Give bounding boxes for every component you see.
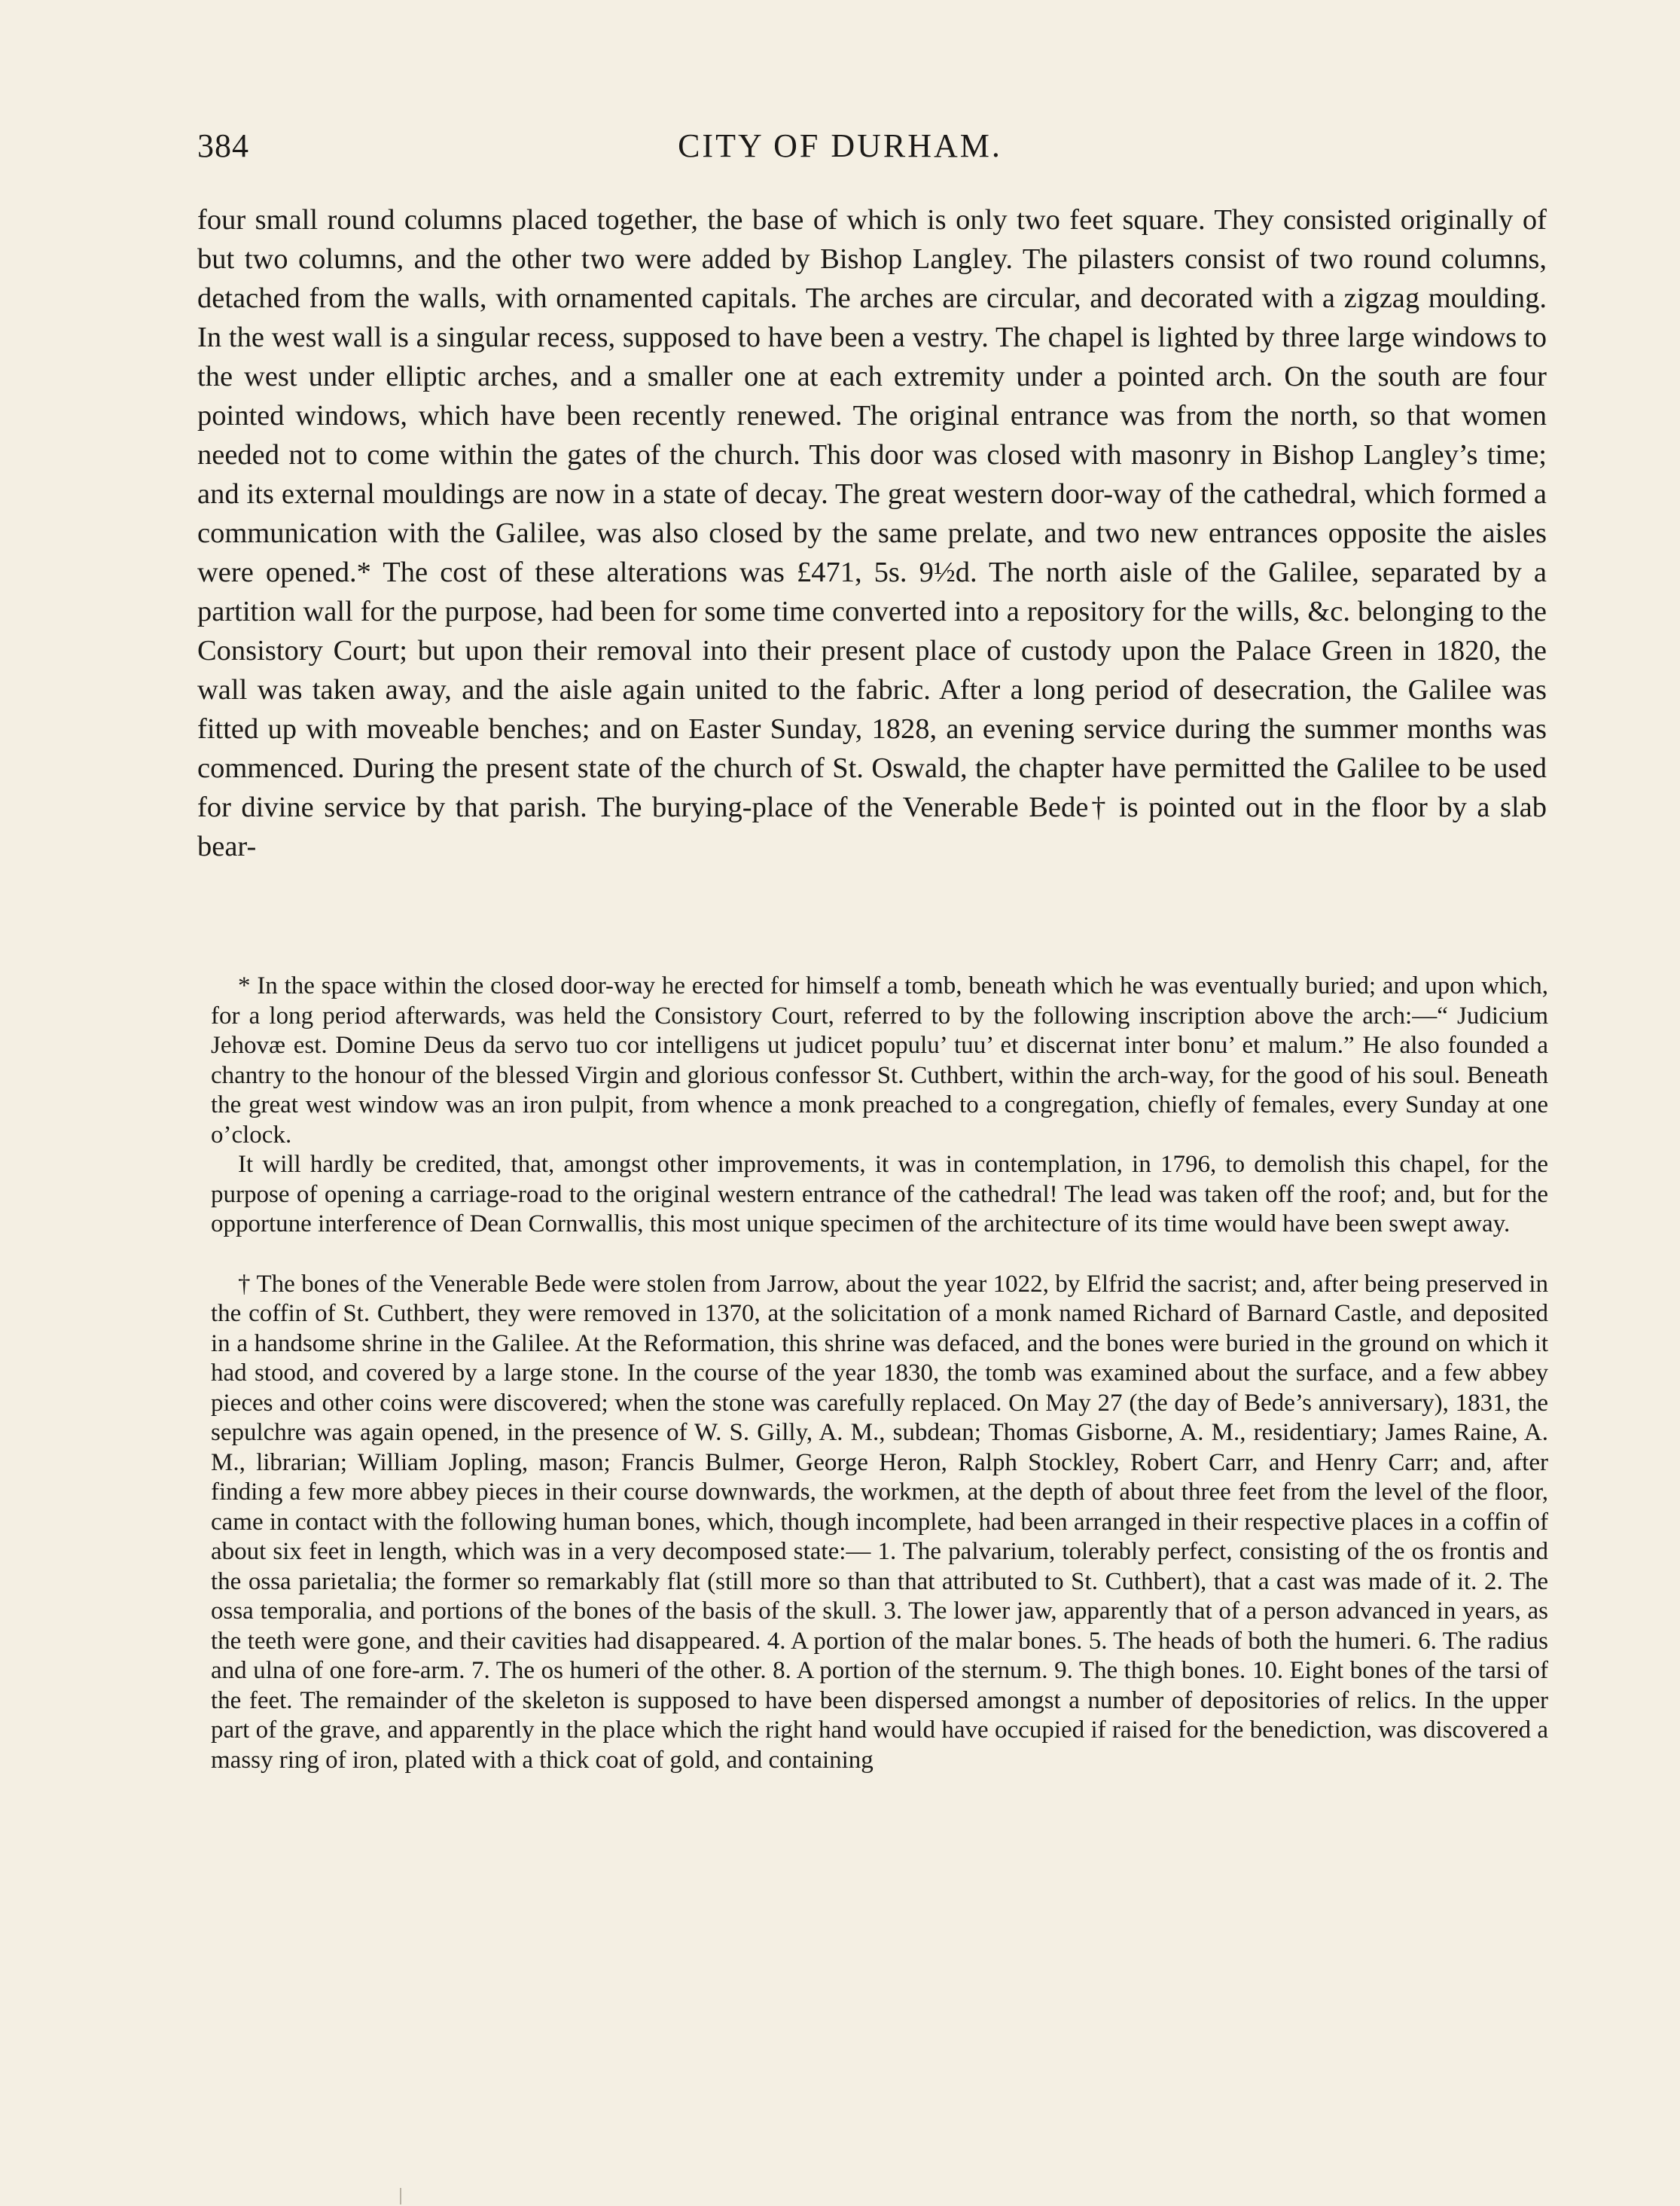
page-number: 384 xyxy=(197,127,249,164)
footnote-1-paragraph-1: * In the space within the closed door-way he erected for himself a tomb, beneath which he was eventually buried; and upon which, for a long period afterwards, was held the Consistory Court, referred to by the following inscription above the arch:—“ Judicium Jehovæ est. Domine Deus da servo tuo cor intelligens ut judicet populu’ tuu’ et discernat inter bonu’ et malum.” He also founded a chantry to the honour of the blessed Virgin and glorious confessor St. Cuthbert, within the arch-way, for the good of his soul. Beneath the great west window was an iron pulpit, from whence a monk preached to a congregation, chiefly of females, every Sunday at one o’clock. xyxy=(211,972,1548,1149)
footnote-1-paragraph-2: It will hardly be credited, that, amongst other improvements, it was in contemplation, in 1796, to demolish this chapel, for the purpose of opening a carriage-road to the original western entrance of the cathedral! The lead was taken off the roof; and, but for the opportune interference of Dean Cornwallis, this most unique specimen of the architecture of its time would have been swept away. xyxy=(211,1151,1548,1237)
footnote-2: † The bones of the Venerable Bede were stolen from Jarrow, about the year 1022, by Elfrid the sacrist; and, after being preserved in the coffin of St. Cuthbert, they were removed in 1370, at the solicitation of a monk named Richard of Barnard Castle, and deposited in a handsome shrine in the Galilee. At the Reformation, this shrine was defaced, and the bones were buried in the ground on which it had stood, and covered by a large stone. In the course of the year 1830, the tomb was examined about the surface, and a few abbey pieces and other coins were discovered; when the stone was carefully replaced. On May 27 (the day of Bede’s anniversary), 1831, the sepulchre was again opened, in the presence of W. S. Gilly, A. M., subdean; Thomas Gisborne, A. M., residentiary; James Raine, A. M., librarian; William Jopling, mason; Francis Bulmer, George Heron, Ralph Stockley, Robert Carr, and Henry Carr; and, after finding a few more abbey pieces in their course downwards, the workmen, at the depth of about three feet from the level of the floor, came in contact with the following human bones, which, though incomplete, had been arranged in their respective places in a coffin of about six feet in length, which was in a very decomposed state:— 1. The palvarium, tolerably perfect, consisting of the os frontis and the ossa parietalia; the former so remarkably flat (still more so than that attributed to St. Cuthbert), that a cast was made of it. 2. The ossa temporalia, and portions of the bones of the basis of the skull. 3. The lower jaw, apparently that of a person advanced in years, as the teeth were gone, and their cavities had disappeared. 4. A portion of the malar bones. 5. The heads of both the humeri. 6. The radius and ulna of one fore-arm. 7. The os humeri of the other. 8. A portion of the sternum. 9. The thigh bones. 10. Eight bones of the tarsi of the feet. The remainder of the skeleton is supposed to have been dispersed amongst a number of depositories of relics. In the upper part of the grave, and apparently in the place which the right hand would have occupied if raised for the benediction, was discovered a massy ring of iron, plated with a thick coat of gold, and containing xyxy=(211,1270,1548,1774)
footnotes xyxy=(211,972,1548,1775)
body-text: four small round columns placed together, the base of which is only two feet square. They consisted originally of but two columns, and the other two were added by Bishop Langley. The pilasters consist of two round columns, detached from the walls, with ornamented capitals. The arches are circular, and decorated with a zigzag moulding. In the west wall is a singular recess, supposed to have been a vestry. The chapel is lighted by three large windows to the west under elliptic arches, and a smaller one at each extremity under a pointed arch. On the south are four pointed windows, which have been recently renewed. The original entrance was from the north, so that women needed not to come within the gates of the church. This door was closed with masonry in Bishop Langley’s time; and its external mouldings are now in a state of decay. The great western door-way of the cathedral, which formed a communication with the Galilee, was also closed by the same prelate, and two new entrances opposite the aisles were opened.* The cost of these alterations was £471, 5s. 9½d. The north aisle of the Galilee, separated by a partition wall for the purpose, had been for some time converted into a repository for the wills, &c. belonging to the Consistory Court; but upon their removal into their present place of custody upon the Palace Green in 1820, the wall was taken away, and the aisle again united to the fabric. After a long period of desecration, the Galilee was fitted up with moveable benches; and on Easter Sunday, 1828, an evening service during the summer months was commenced. During the present state of the church of St. Oswald, the chapter have permitted the Galilee to be used for divine service by that parish. The burying-place of the Venerable Bede† is pointed out in the floor by a slab bear- xyxy=(197,204,1547,862)
page-edge-mark xyxy=(400,2188,401,2204)
footnote-separator xyxy=(211,1240,1548,1270)
running-title: CITY OF DURHAM. xyxy=(678,127,1002,164)
page-header xyxy=(0,127,1680,172)
